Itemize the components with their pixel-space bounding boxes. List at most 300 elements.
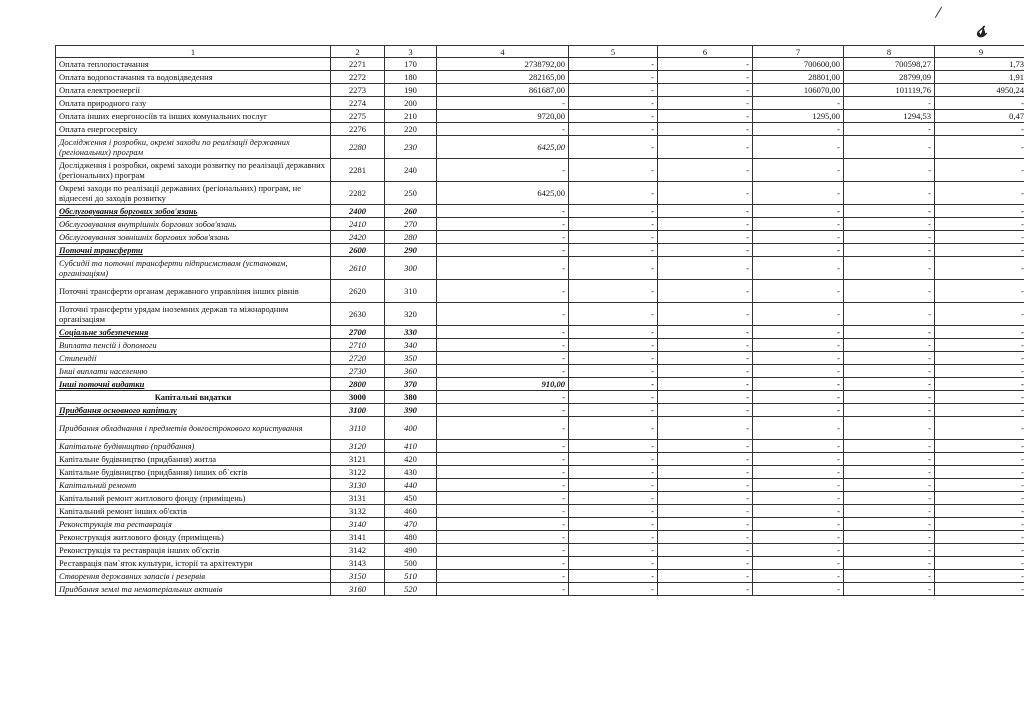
code-cell: 2600 (331, 244, 385, 257)
row-number-cell: 220 (385, 123, 437, 136)
header-row (56, 46, 1024, 58)
value-col7-cell: - (753, 303, 844, 326)
row-number-cell: 300 (385, 257, 437, 280)
code-cell: 3000 (331, 391, 385, 404)
value-col5-cell: - (569, 218, 658, 231)
value-col6-cell: - (658, 257, 753, 280)
value-col6-cell: - (658, 84, 753, 97)
code-cell: 2800 (331, 378, 385, 391)
value-col6-cell: - (658, 440, 753, 453)
row-number-cell: 190 (385, 84, 437, 97)
value-col4-cell: - (437, 365, 569, 378)
code-cell: 2610 (331, 257, 385, 280)
code-cell: 2281 (331, 159, 385, 182)
column-header: 3 (385, 46, 437, 58)
value-col4-cell: - (437, 339, 569, 352)
value-col5-cell: - (569, 378, 658, 391)
code-cell: 2273 (331, 84, 385, 97)
item-name-cell: Стипендії (56, 352, 331, 365)
code-cell: 2410 (331, 218, 385, 231)
value-col6-cell: - (658, 404, 753, 417)
value-col8-cell: - (844, 505, 935, 518)
table-row (56, 339, 1024, 352)
value-col8-cell: - (844, 326, 935, 339)
value-col7-cell: 1295,00 (753, 110, 844, 123)
value-col5-cell: - (569, 352, 658, 365)
table-row (56, 417, 1024, 440)
code-cell: 3142 (331, 544, 385, 557)
row-number-cell: 430 (385, 466, 437, 479)
value-col4-cell: - (437, 326, 569, 339)
value-col7-cell: - (753, 440, 844, 453)
value-col5-cell: - (569, 231, 658, 244)
row-number-cell: 230 (385, 136, 437, 159)
value-col5-cell: - (569, 544, 658, 557)
row-number-cell: 340 (385, 339, 437, 352)
code-cell: 2420 (331, 231, 385, 244)
value-col8-cell: - (844, 123, 935, 136)
value-col5-cell: - (569, 365, 658, 378)
table-body (56, 46, 1024, 596)
value-col8-cell: - (844, 583, 935, 596)
value-col4-cell: - (437, 570, 569, 583)
value-col4-cell: - (437, 492, 569, 505)
value-col7-cell: 106070,00 (753, 84, 844, 97)
value-col9-cell: - (935, 557, 1024, 570)
value-col8-cell: - (844, 544, 935, 557)
value-col6-cell: - (658, 182, 753, 205)
item-name-cell: Обслуговування внутрішніх боргових зобов'язань (56, 218, 331, 231)
value-col9-cell: 4950,24 (935, 84, 1024, 97)
value-col6-cell: - (658, 97, 753, 110)
code-cell: 2400 (331, 205, 385, 218)
value-col6-cell: - (658, 479, 753, 492)
value-col5-cell: - (569, 123, 658, 136)
value-col8-cell: - (844, 218, 935, 231)
item-name-cell: Обслуговування боргових зобов'язань (56, 205, 331, 218)
item-name-cell: Поточні трансферти (56, 244, 331, 257)
row-number-cell: 440 (385, 479, 437, 492)
value-col7-cell: - (753, 280, 844, 303)
pen-mark: / (934, 1, 944, 23)
item-name-cell: Оплата водопостачання та водовідведення (56, 71, 331, 84)
code-cell: 3130 (331, 479, 385, 492)
value-col9-cell: - (935, 159, 1024, 182)
value-col4-cell: - (437, 453, 569, 466)
value-col6-cell: - (658, 365, 753, 378)
table-row (56, 466, 1024, 479)
column-header: 8 (844, 46, 935, 58)
value-col5-cell: - (569, 453, 658, 466)
item-name-cell: Реконструкція житлового фонду (приміщень) (56, 531, 331, 544)
row-number-cell: 450 (385, 492, 437, 505)
value-col8-cell: - (844, 479, 935, 492)
value-col8-cell: - (844, 231, 935, 244)
item-name-cell: Капітальний ремонт житлового фонду (приміщень) (56, 492, 331, 505)
value-col9-cell: - (935, 123, 1024, 136)
code-cell: 2276 (331, 123, 385, 136)
value-col4-cell: - (437, 505, 569, 518)
value-col6-cell: - (658, 110, 753, 123)
value-col7-cell: - (753, 466, 844, 479)
value-col8-cell: - (844, 257, 935, 280)
value-col4-cell: - (437, 303, 569, 326)
value-col4-cell: - (437, 218, 569, 231)
value-col9-cell: - (935, 231, 1024, 244)
column-header: 9 (935, 46, 1024, 58)
row-number-cell: 210 (385, 110, 437, 123)
row-number-cell: 410 (385, 440, 437, 453)
value-col7-cell: 700600,00 (753, 58, 844, 71)
value-col4-cell: - (437, 97, 569, 110)
value-col9-cell: - (935, 453, 1024, 466)
value-col9-cell: - (935, 466, 1024, 479)
item-name-cell: Капітальний ремонт (56, 479, 331, 492)
value-col5-cell: - (569, 257, 658, 280)
item-name-cell: Інші виплати населенню (56, 365, 331, 378)
code-cell: 3121 (331, 453, 385, 466)
row-number-cell: 380 (385, 391, 437, 404)
value-col8-cell: - (844, 280, 935, 303)
table-row (56, 231, 1024, 244)
row-number-cell: 480 (385, 531, 437, 544)
value-col7-cell: - (753, 518, 844, 531)
item-name-cell: Оплата природного газу (56, 97, 331, 110)
table-row (56, 440, 1024, 453)
budget-table (55, 45, 1024, 596)
value-col6-cell: - (658, 466, 753, 479)
item-name-cell: Придбання обладнання і предметів довгострокового користування (56, 417, 331, 440)
value-col9-cell: - (935, 479, 1024, 492)
value-col5-cell: - (569, 492, 658, 505)
value-col6-cell: - (658, 544, 753, 557)
item-name-cell: Окремі заходи по реалізації державних (регіональних) програм, не віднесені до заходів розвитку (56, 182, 331, 205)
table-row (56, 583, 1024, 596)
value-col4-cell: 910,00 (437, 378, 569, 391)
value-col8-cell: 700598,27 (844, 58, 935, 71)
value-col4-cell: 282165,00 (437, 71, 569, 84)
value-col6-cell: - (658, 231, 753, 244)
value-col6-cell: - (658, 244, 753, 257)
item-name-cell: Придбання землі та нематеріальних активів (56, 583, 331, 596)
code-cell: 3160 (331, 583, 385, 596)
item-name-cell: Капітальні видатки (56, 391, 331, 404)
value-col7-cell: 28801,00 (753, 71, 844, 84)
item-name-cell: Оплата електроенергії (56, 84, 331, 97)
table-row (56, 244, 1024, 257)
value-col7-cell: - (753, 352, 844, 365)
value-col5-cell: - (569, 280, 658, 303)
value-col8-cell: - (844, 303, 935, 326)
value-col7-cell: - (753, 136, 844, 159)
table-row (56, 518, 1024, 531)
value-col4-cell: - (437, 518, 569, 531)
item-name-cell: Поточні трансферти урядам іноземних держав та міжнародним організаціям (56, 303, 331, 326)
value-col9-cell: - (935, 303, 1024, 326)
value-col5-cell: - (569, 339, 658, 352)
value-col4-cell: - (437, 544, 569, 557)
value-col9-cell: - (935, 378, 1024, 391)
value-col6-cell: - (658, 303, 753, 326)
signature-mark: 𝓈 (976, 13, 990, 44)
value-col7-cell: - (753, 570, 844, 583)
value-col6-cell: - (658, 557, 753, 570)
value-col6-cell: - (658, 453, 753, 466)
value-col4-cell: - (437, 417, 569, 440)
code-cell: 3132 (331, 505, 385, 518)
table-row (56, 544, 1024, 557)
table-row (56, 391, 1024, 404)
table-row (56, 492, 1024, 505)
value-col9-cell: - (935, 218, 1024, 231)
value-col5-cell: - (569, 404, 658, 417)
value-col6-cell: - (658, 518, 753, 531)
code-cell: 2630 (331, 303, 385, 326)
value-col7-cell: - (753, 479, 844, 492)
row-number-cell: 320 (385, 303, 437, 326)
code-cell: 2700 (331, 326, 385, 339)
item-name-cell: Обслуговування зовнішніх боргових зобов'язань (56, 231, 331, 244)
table-row (56, 352, 1024, 365)
row-number-cell: 330 (385, 326, 437, 339)
value-col9-cell: - (935, 518, 1024, 531)
table-row (56, 479, 1024, 492)
row-number-cell: 390 (385, 404, 437, 417)
value-col7-cell: - (753, 583, 844, 596)
value-col6-cell: - (658, 136, 753, 159)
code-cell: 2282 (331, 182, 385, 205)
table-row (56, 404, 1024, 417)
row-number-cell: 400 (385, 417, 437, 440)
row-number-cell: 170 (385, 58, 437, 71)
value-col7-cell: - (753, 244, 844, 257)
value-col4-cell: - (437, 557, 569, 570)
value-col9-cell: - (935, 244, 1024, 257)
value-col9-cell: - (935, 257, 1024, 280)
item-name-cell: Оплата теплопостачання (56, 58, 331, 71)
value-col5-cell: - (569, 136, 658, 159)
item-name-cell: Поточні трансферти органам державного управління інших рівнів (56, 280, 331, 303)
value-col6-cell: - (658, 391, 753, 404)
value-col5-cell: - (569, 303, 658, 326)
value-col9-cell: - (935, 365, 1024, 378)
code-cell: 2274 (331, 97, 385, 110)
value-col5-cell: - (569, 110, 658, 123)
value-col5-cell: - (569, 205, 658, 218)
value-col6-cell: - (658, 326, 753, 339)
value-col6-cell: - (658, 378, 753, 391)
value-col7-cell: - (753, 404, 844, 417)
row-number-cell: 510 (385, 570, 437, 583)
value-col5-cell: - (569, 583, 658, 596)
value-col4-cell: - (437, 479, 569, 492)
item-name-cell: Дослідження і розробки, окремі заходи розвитку по реалізації державних (регіональних) програм (56, 159, 331, 182)
value-col5-cell: - (569, 244, 658, 257)
item-name-cell: Оплата інших енергоносіїв та інших комунальних послуг (56, 110, 331, 123)
value-col4-cell: 861687,00 (437, 84, 569, 97)
value-col9-cell: 0,47 (935, 110, 1024, 123)
value-col6-cell: - (658, 583, 753, 596)
value-col7-cell: - (753, 453, 844, 466)
value-col9-cell: - (935, 417, 1024, 440)
row-number-cell: 180 (385, 71, 437, 84)
value-col9-cell: 1,91 (935, 71, 1024, 84)
item-name-cell: Реконструкція та реставрація інших об'єктів (56, 544, 331, 557)
row-number-cell: 460 (385, 505, 437, 518)
value-col8-cell: - (844, 492, 935, 505)
value-col9-cell: - (935, 391, 1024, 404)
value-col5-cell: - (569, 570, 658, 583)
value-col5-cell: - (569, 479, 658, 492)
value-col5-cell: - (569, 326, 658, 339)
value-col7-cell: - (753, 557, 844, 570)
value-col5-cell: - (569, 159, 658, 182)
value-col7-cell: - (753, 365, 844, 378)
item-name-cell: Реконструкція та реставрація (56, 518, 331, 531)
value-col7-cell: - (753, 218, 844, 231)
value-col9-cell: - (935, 182, 1024, 205)
row-number-cell: 270 (385, 218, 437, 231)
value-col8-cell: - (844, 391, 935, 404)
table-row (56, 557, 1024, 570)
value-col8-cell: - (844, 440, 935, 453)
column-header: 2 (331, 46, 385, 58)
value-col7-cell: - (753, 182, 844, 205)
code-cell: 3100 (331, 404, 385, 417)
column-header: 7 (753, 46, 844, 58)
value-col9-cell: - (935, 205, 1024, 218)
value-col8-cell: 28799,09 (844, 71, 935, 84)
code-cell: 2730 (331, 365, 385, 378)
column-header: 5 (569, 46, 658, 58)
table-row (56, 531, 1024, 544)
value-col9-cell: - (935, 440, 1024, 453)
value-col4-cell: - (437, 531, 569, 544)
value-col6-cell: - (658, 218, 753, 231)
table-row (56, 97, 1024, 110)
value-col8-cell: - (844, 244, 935, 257)
value-col8-cell: - (844, 205, 935, 218)
row-number-cell: 420 (385, 453, 437, 466)
table-row (56, 326, 1024, 339)
value-col5-cell: - (569, 557, 658, 570)
item-name-cell: Капітальне будівництво (придбання) (56, 440, 331, 453)
value-col8-cell: 1294,53 (844, 110, 935, 123)
item-name-cell: Соціальне забезпечення (56, 326, 331, 339)
value-col5-cell: - (569, 466, 658, 479)
code-cell: 2710 (331, 339, 385, 352)
value-col9-cell: - (935, 280, 1024, 303)
value-col7-cell: - (753, 123, 844, 136)
value-col6-cell: - (658, 280, 753, 303)
value-col5-cell: - (569, 391, 658, 404)
column-header: 4 (437, 46, 569, 58)
value-col4-cell: - (437, 583, 569, 596)
table-row (56, 505, 1024, 518)
table-row (56, 378, 1024, 391)
table-row (56, 218, 1024, 231)
table-row (56, 182, 1024, 205)
value-col4-cell: - (437, 466, 569, 479)
item-name-cell: Дослідження і розробки, окремі заходи по реалізації державних (регіональних) програм (56, 136, 331, 159)
value-col7-cell: - (753, 97, 844, 110)
value-col8-cell: - (844, 466, 935, 479)
value-col5-cell: - (569, 71, 658, 84)
row-number-cell: 370 (385, 378, 437, 391)
item-name-cell: Реставрація пам`яток культури, історії та архітектури (56, 557, 331, 570)
value-col5-cell: - (569, 505, 658, 518)
value-col5-cell: - (569, 440, 658, 453)
table-row (56, 84, 1024, 97)
code-cell: 3110 (331, 417, 385, 440)
value-col7-cell: - (753, 391, 844, 404)
item-name-cell: Капітальний ремонт інших об'єктів (56, 505, 331, 518)
value-col4-cell: - (437, 280, 569, 303)
item-name-cell: Інші поточні видатки (56, 378, 331, 391)
row-number-cell: 250 (385, 182, 437, 205)
row-number-cell: 290 (385, 244, 437, 257)
value-col6-cell: - (658, 339, 753, 352)
item-name-cell: Оплата енергосервісу (56, 123, 331, 136)
value-col6-cell: - (658, 492, 753, 505)
value-col9-cell: - (935, 531, 1024, 544)
code-cell: 2720 (331, 352, 385, 365)
row-number-cell: 310 (385, 280, 437, 303)
table-row (56, 71, 1024, 84)
value-col8-cell: - (844, 182, 935, 205)
value-col4-cell: - (437, 257, 569, 280)
value-col5-cell: - (569, 97, 658, 110)
value-col8-cell: - (844, 518, 935, 531)
value-col4-cell: 9720,00 (437, 110, 569, 123)
value-col4-cell: 2738792,00 (437, 58, 569, 71)
table-row (56, 205, 1024, 218)
code-cell: 3140 (331, 518, 385, 531)
item-name-cell: Придбання основного капіталу (56, 404, 331, 417)
table-row (56, 570, 1024, 583)
table-row (56, 159, 1024, 182)
value-col7-cell: - (753, 326, 844, 339)
value-col9-cell: - (935, 97, 1024, 110)
value-col4-cell: - (437, 205, 569, 218)
item-name-cell: Субсидії та поточні трансферти підприємствам (установам, організаціям) (56, 257, 331, 280)
value-col4-cell: 6425,00 (437, 136, 569, 159)
value-col8-cell: - (844, 417, 935, 440)
row-number-cell: 260 (385, 205, 437, 218)
table-row (56, 58, 1024, 71)
table-row (56, 280, 1024, 303)
code-cell: 2280 (331, 136, 385, 159)
value-col9-cell: - (935, 352, 1024, 365)
value-col9-cell: - (935, 326, 1024, 339)
code-cell: 3131 (331, 492, 385, 505)
value-col7-cell: - (753, 339, 844, 352)
value-col4-cell: - (437, 440, 569, 453)
item-name-cell: Створення державних запасів і резервів (56, 570, 331, 583)
code-cell: 3141 (331, 531, 385, 544)
value-col8-cell: - (844, 159, 935, 182)
value-col6-cell: - (658, 417, 753, 440)
value-col9-cell: - (935, 136, 1024, 159)
value-col5-cell: - (569, 84, 658, 97)
value-col6-cell: - (658, 58, 753, 71)
value-col6-cell: - (658, 205, 753, 218)
value-col4-cell: - (437, 404, 569, 417)
value-col7-cell: - (753, 505, 844, 518)
value-col8-cell: - (844, 453, 935, 466)
code-cell: 3150 (331, 570, 385, 583)
value-col8-cell: - (844, 557, 935, 570)
